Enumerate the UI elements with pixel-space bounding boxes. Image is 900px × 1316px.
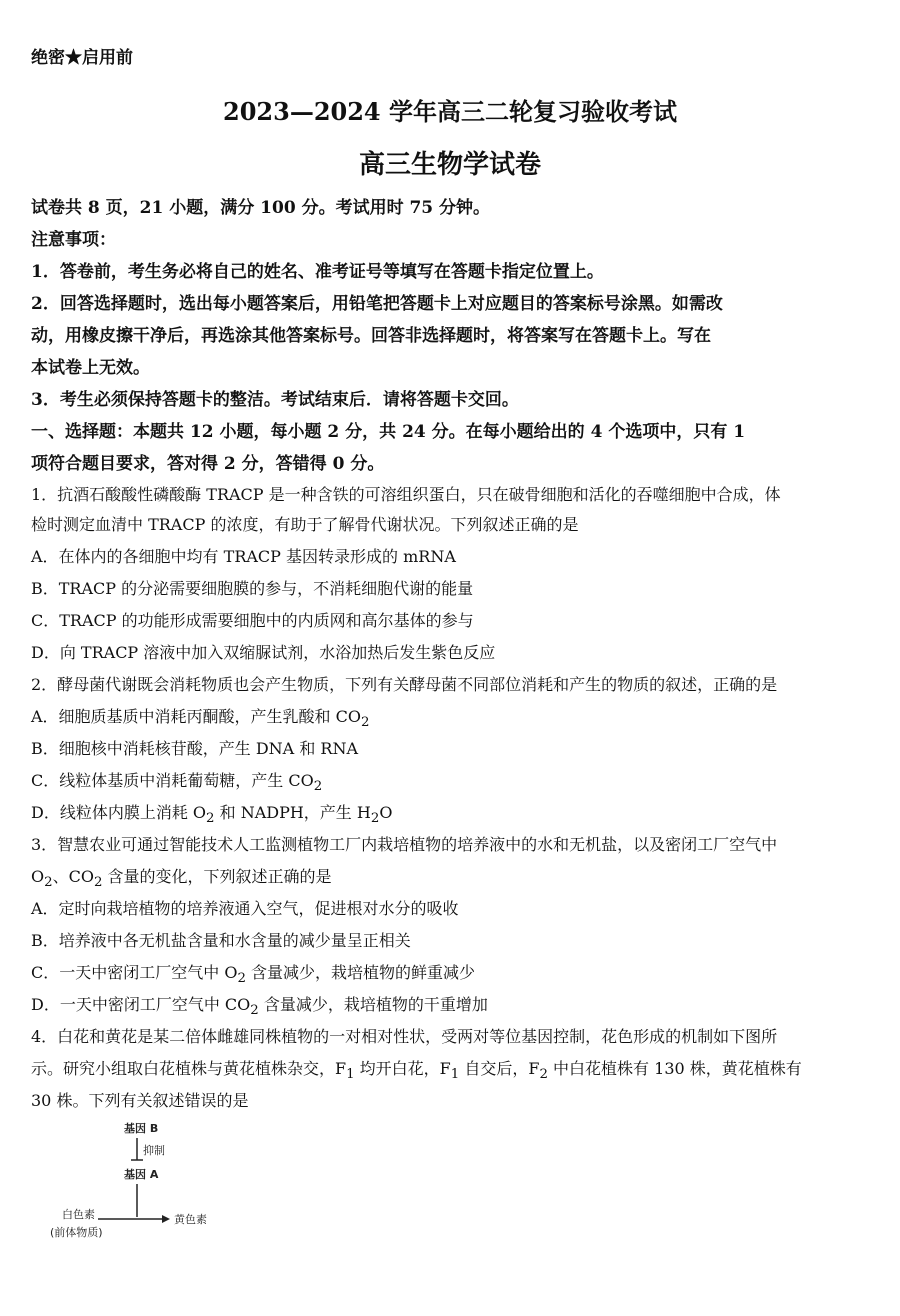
q2-option-d-text-3: O [379, 803, 393, 822]
q1-option-c: C．TRACP 的功能形成需要细胞中的内质网和高尔基体的参与 [31, 611, 474, 630]
exam-title: 2023—2024 学年高三二轮复习验收考试 [223, 97, 677, 126]
q4-stem-line-1: 4．白花和黄花是某二倍体雌雄同株植物的一对相对性状，受两对等位基因控制，花色形成的机制如下图所 [31, 1027, 778, 1046]
q2-option-d [31, 798, 869, 834]
q2-option-d-text-2: 和 NADPH，产生 H [214, 803, 371, 822]
q4-sub-3: 2 [539, 1067, 548, 1083]
q3-option-d [31, 990, 869, 1026]
white-pigment-label: 白色素 [62, 1208, 95, 1221]
q2-option-d-subscript-1: 2 [206, 811, 215, 827]
q3-stem-co: 、CO [52, 867, 94, 886]
q3-option-d-subscript: 2 [250, 1003, 259, 1019]
gene-a-label: 基因 A [124, 1168, 159, 1181]
q2-option-d-text-1: D．线粒体内膜上消耗 O [31, 803, 207, 822]
q3-stem-line-2 [31, 862, 869, 898]
q3-option-c [31, 958, 869, 994]
q2-option-c-text: C．线粒体基质中消耗葡萄糖，产生 CO [31, 771, 314, 790]
section-heading-line-1: 一、选择题：本题共 12 小题，每小题 2 分，共 24 分。在每小题给出的 4 个选项中，只有 1 [31, 422, 746, 442]
section-heading-line-2: 项符合题目要求，答对得 2 分，答错得 0 分。 [31, 454, 385, 474]
q3-stem-o: O [31, 867, 45, 886]
q2-option-a-text: A．细胞质基质中消耗丙酮酸，产生乳酸和 CO [31, 707, 362, 726]
exam-subtitle: 高三生物学试卷 [358, 150, 541, 180]
note-2-line-3: 本试卷上无效。 [31, 358, 150, 378]
q4-stem-line-3: 30 株。下列有关叙述错误的是 [31, 1091, 249, 1110]
q1-option-a: A．在体内的各细胞中均有 TRACP 基因转录形成的 mRNA [31, 547, 456, 566]
q1-stem-line-2: 检时测定血清中 TRACP 的浓度，有助于了解骨代谢状况。下列叙述正确的是 [31, 515, 579, 534]
q3-option-c-text-2: 含量减少，栽培植物的鲜重减少 [245, 963, 476, 982]
gene-b-label: 基因 B [124, 1122, 159, 1135]
q3-stem-subscript-1: 2 [44, 875, 53, 891]
q4-sub-1: 1 [346, 1067, 355, 1083]
q3-option-a: A．定时向栽培植物的培养液通入空气，促进根对水分的吸收 [31, 899, 459, 918]
q2-option-c-subscript: 2 [313, 779, 323, 795]
precursor-label: (前体物质) [50, 1226, 103, 1239]
note-2-line-2: 动，用橡皮擦干净后，再选涂其他答案标号。回答非选择题时，将答案写在答题卡上。写在 [31, 326, 711, 346]
arrow-head [162, 1215, 170, 1223]
q3-option-c-text-1: C．一天中密闭工厂空气中 O [31, 963, 238, 982]
note-2-line-1: 2．回答选择题时，选出每小题答案后，用铅笔把答题卡上对应题目的答案标号涂黑。如需改 [31, 294, 723, 314]
q2-option-b: B．细胞核中消耗核苷酸，产生 DNA 和 RNA [31, 739, 359, 758]
q3-stem-line-1: 3．智慧农业可通过智能技术人工监测植物工厂内栽培植物的培养液中的水和无机盐，以及密闭工厂空气中 [31, 835, 778, 854]
q2-stem: 2．酵母菌代谢既会消耗物质也会产生物质，下列有关酵母菌不同部位消耗和产生的物质的叙述，正确的是 [31, 675, 778, 694]
q4-text-b: 均开白花，F [354, 1059, 451, 1078]
q4-sub-2: 1 [450, 1067, 460, 1083]
q3-stem-subscript-2: 2 [93, 875, 103, 891]
q2-option-a-subscript: 2 [361, 715, 370, 731]
q3-option-b: B．培养液中各无机盐含量和水含量的减少量呈正相关 [31, 931, 411, 950]
q4-text-c: 自交后，F [459, 1059, 540, 1078]
q3-option-d-text-2: 含量减少，栽培植物的干重增加 [258, 995, 488, 1014]
q1-option-b: B．TRACP 的分泌需要细胞膜的参与，不消耗细胞代谢的能量 [31, 579, 474, 598]
note-3: 3．考生必须保持答题卡的整洁。考试结束后．请将答题卡交回。 [31, 390, 519, 410]
q4-text-a: 示。研究小组取白花植株与黄花植株杂交，F [31, 1059, 347, 1078]
q3-option-c-subscript: 2 [237, 971, 246, 987]
q2-option-d-subscript-2: 2 [370, 811, 380, 827]
inhibit-label: 抑制 [143, 1144, 165, 1157]
exam-summary: 试卷共 8 页，21 小题，满分 100 分。考试用时 75 分钟。 [31, 198, 491, 218]
q2-option-c [31, 766, 869, 802]
note-1: 1．答卷前，考生务必将自己的姓名、准考证号等填写在答题卡指定位置上。 [31, 262, 604, 282]
yellow-pigment-label: 黄色素 [174, 1213, 207, 1226]
q4-stem-line-2 [31, 1054, 869, 1090]
secrecy-label: 绝密★启用前 [31, 48, 133, 68]
q3-option-d-text-1: D．一天中密闭工厂空气中 CO [31, 995, 251, 1014]
q2-option-a [31, 702, 869, 738]
q1-option-d: D．向 TRACP 溶液中加入双缩脲试剂，水浴加热后发生紫色反应 [31, 643, 496, 662]
notes-title: 注意事项： [31, 230, 116, 250]
q1-stem-line-1: 1．抗酒石酸酸性磷酸酶 TRACP 是一种含铁的可溶组织蛋白，只在破骨细胞和活化的吞噬细胞中合成，体 [31, 485, 781, 504]
q4-text-d: 中白花植株有 130 株，黄花植株有 [547, 1059, 802, 1078]
flower-color-diagram [40, 1118, 280, 1248]
q3-stem-rest: 含量的变化，下列叙述正确的是 [102, 867, 332, 886]
